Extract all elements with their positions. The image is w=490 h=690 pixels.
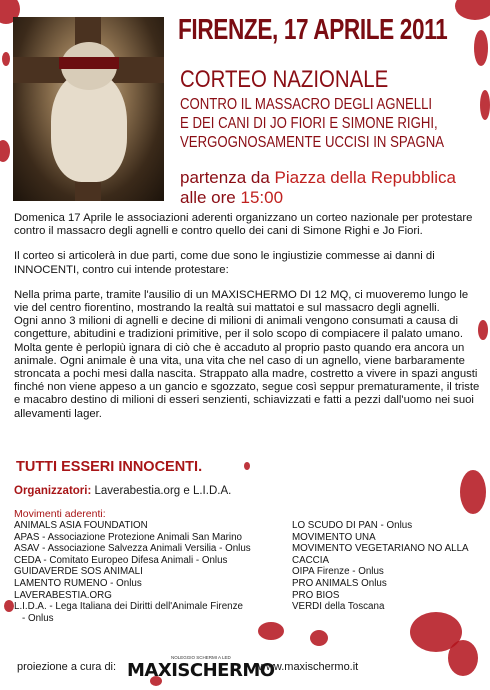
- crucified-lamb-illustration: [13, 17, 164, 201]
- list-item: LAVERABESTIA.ORG: [14, 589, 112, 601]
- movements-label: Movimenti aderenti:: [14, 508, 106, 520]
- maxischermo-logo: [127, 655, 275, 681]
- list-item: MOVIMENTO VEGETARIANO NO ALLA: [292, 543, 469, 555]
- list-item: CACCIA: [292, 554, 330, 566]
- list-item: MOVIMENTO UNA: [292, 531, 376, 543]
- time-prefix: alle ore: [180, 188, 241, 207]
- list-item: OIPA Firenze - Onlus: [292, 566, 384, 578]
- list-item: CEDA - Comitato Europeo Difesa Animali - Onlus: [14, 554, 228, 566]
- event-subtitle: [180, 95, 444, 152]
- movements-list-right: [292, 520, 482, 613]
- list-item: PRO ANIMALS Onlus: [292, 577, 387, 589]
- list-item: LAMENTO RUMENO - Onlus: [14, 577, 142, 589]
- departure-prefix: partenza da: [180, 168, 275, 187]
- paragraph-intro: Domenica 17 Aprile le associazioni aderenti organizzano un corteo nazionale per protestare contro il massacro degli agnelli e contro quello dei cani di Simone Righi e Jo Fiori.: [14, 212, 473, 238]
- organizers-value: Laverabestia.org e L.I.D.A.: [94, 485, 232, 497]
- paragraph-maxischermo: Nella prima parte, tramite l'ausilio di un MAXISCHERMO DI 12 MQ, ci muoveremo lungo le vie del centro fiorentino, mostrando la realtà sui mattatoi e sul massacro degli agnelli.: [14, 288, 469, 315]
- subtitle-line: CONTRO IL MASSACRO DEGLI AGNELLI: [180, 96, 433, 113]
- list-item: ANIMALS ASIA FOUNDATION: [14, 520, 148, 531]
- list-item: APAS - Associazione Protezione Animali San Marino: [14, 531, 242, 543]
- organizers-label: Organizzatori:: [14, 485, 95, 497]
- event-title: CORTEO NAZIONALE: [180, 66, 389, 93]
- paragraph-lambs: Ogni anno 3 milioni di agnelli e decine di milioni di animali vengono consumati a causa di congetture, abitudini e tradizioni primitive, per il solo scopo di compiacere il palato umano. Molta gente è perlopiù ignara di ciò che è accaduto al proprio pasto quando era ancora un animale. Ogni animale è una vita, una vita che nel caso di un agnello, viene barbaramente stroncata a pochi mesi dalla nascita. Strappato alla madre, costretto a vivere in spazi angusti finché non viene appeso a un gancio e sgozzato, segue così seppur prematuramente, il triste e macabro destino di milioni di esseri senzienti, schiavizzati e fatti a pezzi dall'uomo nei suoi allevamenti lager.: [14, 315, 480, 420]
- list-item: VERDI della Toscana: [292, 601, 385, 613]
- organizers: [14, 485, 231, 497]
- website-link[interactable]: www.maxischermo.it: [258, 661, 359, 673]
- subtitle-line: VERGOGNOSAMENTE UCCISI IN SPAGNA: [180, 134, 445, 151]
- paragraph-structure: Il corteo si articolerà in due parti, come due sono le ingiustizie commesse ai danni di INNOCENTI, contro cui intende protestare:: [14, 250, 435, 276]
- list-item: PRO BIOS: [292, 589, 340, 601]
- projection-credit: proiezione a cura di:: [17, 661, 117, 673]
- list-item: GUIDAVERDE SOS ANIMALI: [14, 566, 143, 578]
- logo-tagline: NOLEGGIO SCHERMI A LED: [171, 655, 231, 660]
- departure-info: [180, 168, 456, 208]
- list-item: LO SCUDO DI PAN - Onlus: [292, 520, 413, 531]
- departure-place: Piazza della Repubblica: [274, 168, 456, 187]
- list-item: L.I.D.A. - Lega Italiana dei Diritti dell'Animale Firenze: [14, 601, 243, 613]
- body-text: [14, 212, 484, 421]
- list-item: - Onlus: [22, 612, 54, 624]
- slogan: TUTTI ESSERI INNOCENTI.: [16, 459, 203, 475]
- event-date-title: FIRENZE, 17 APRILE 2011: [178, 14, 448, 46]
- logo-wordmark: MAXISCHERMO: [127, 660, 275, 681]
- departure-time: 15:00: [240, 188, 284, 207]
- movements-list-left: [14, 520, 279, 624]
- subtitle-line: E DEI CANI DI JO FIORI E SIMONE RIGHI,: [180, 115, 438, 132]
- footer: [0, 652, 490, 682]
- list-item: ASAV - Associazione Salvezza Animali Versilia - Onlus: [14, 543, 251, 555]
